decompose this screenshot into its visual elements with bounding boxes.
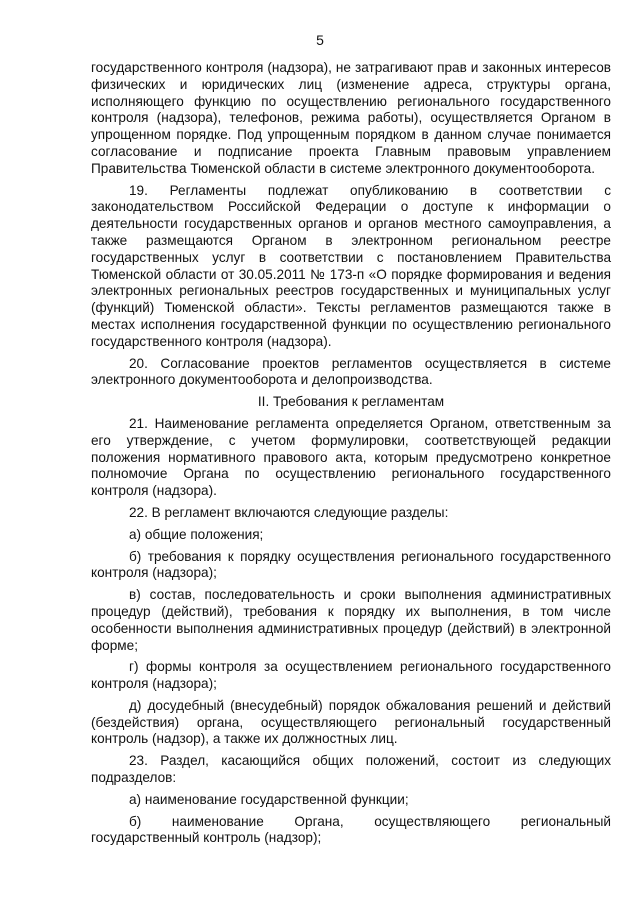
paragraph-20: 20. Согласование проектов регламентов осуществляется в системе электронного документооборота и делопроизводства. — [91, 355, 611, 388]
paragraph-23: 23. Раздел, касающийся общих положений, состоит из следующих подразделов: — [91, 753, 611, 786]
list-item-d: д) досудебный (внесудебный) порядок обжалования решений и действий (бездействия) органа, осуществляющего региональный государственный контроль (надзор), а также их должностных лиц. — [91, 697, 611, 747]
list-item-v: в) состав, последовательность и сроки выполнения административных процедур (действий), требования к порядку их выполнения, в том числе особенности выполнения административных процедур (действий) в электронной форме; — [91, 587, 611, 653]
section-heading: II. Требования к регламентам — [257, 394, 445, 410]
list-item-a: а) общие положения; — [129, 526, 264, 542]
paragraph-continuation: государственного контроля (надзора), не затрагивают прав и законных интересов физических и юридических лиц (изменение адреса, структуры органа, исполняющего функцию по осуществлению регионального государственного контроля (надзора), телефонов, режима работы), осуществляется Органом в упрощенном порядке. Под упрощенным порядком в данном случае понимается согласование и подписание проекта Главным правовым управлением Правительства Тюменской области в системе электронного документооборота. — [91, 60, 611, 176]
list-item-b: б) требования к порядку осуществления регионального государственного контроля (надзора); — [91, 548, 611, 581]
list-item-g: г) формы контроля за осуществлением регионального государственного контроля (надзора); — [91, 659, 611, 692]
paragraph-19: 19. Регламенты подлежат опубликованию в соответствии с законодательством Российской Федерации о доступе к информации о деятельности государственных органов и органов местного самоуправления, а также размещаются Органом в электронном региональном реестре государственных услуг в соответствии с постановлением Правительства Тюменской области от 30.05.2011 № 173-п «О порядке формирования и ведения электронных региональных реестров государственных и муниципальных услуг (функций) Тюменской области». Тексты регламентов размещаются также в местах исполнения государственной функции по осуществлению регионального государственного контроля (надзора). — [91, 182, 611, 349]
page-number: 5 — [316, 32, 324, 48]
paragraph-22: 22. В регламент включаются следующие разделы: — [129, 504, 449, 520]
document-body — [91, 60, 611, 852]
paragraph-21: 21. Наименование регламента определяется Органом, ответственным за его утверждение, с учетом формулировки, соответствующей редакции положения нормативного правового акта, которым предусмотрено конкретное полномочие Органа по осуществлению регионального государственного контроля (надзора). — [91, 415, 611, 499]
subsection-item-a: а) наименование государственной функции; — [129, 791, 409, 807]
subsection-item-b: б) наименование Органа, осуществляющего региональный государственный контроль (надзор); — [91, 813, 611, 846]
